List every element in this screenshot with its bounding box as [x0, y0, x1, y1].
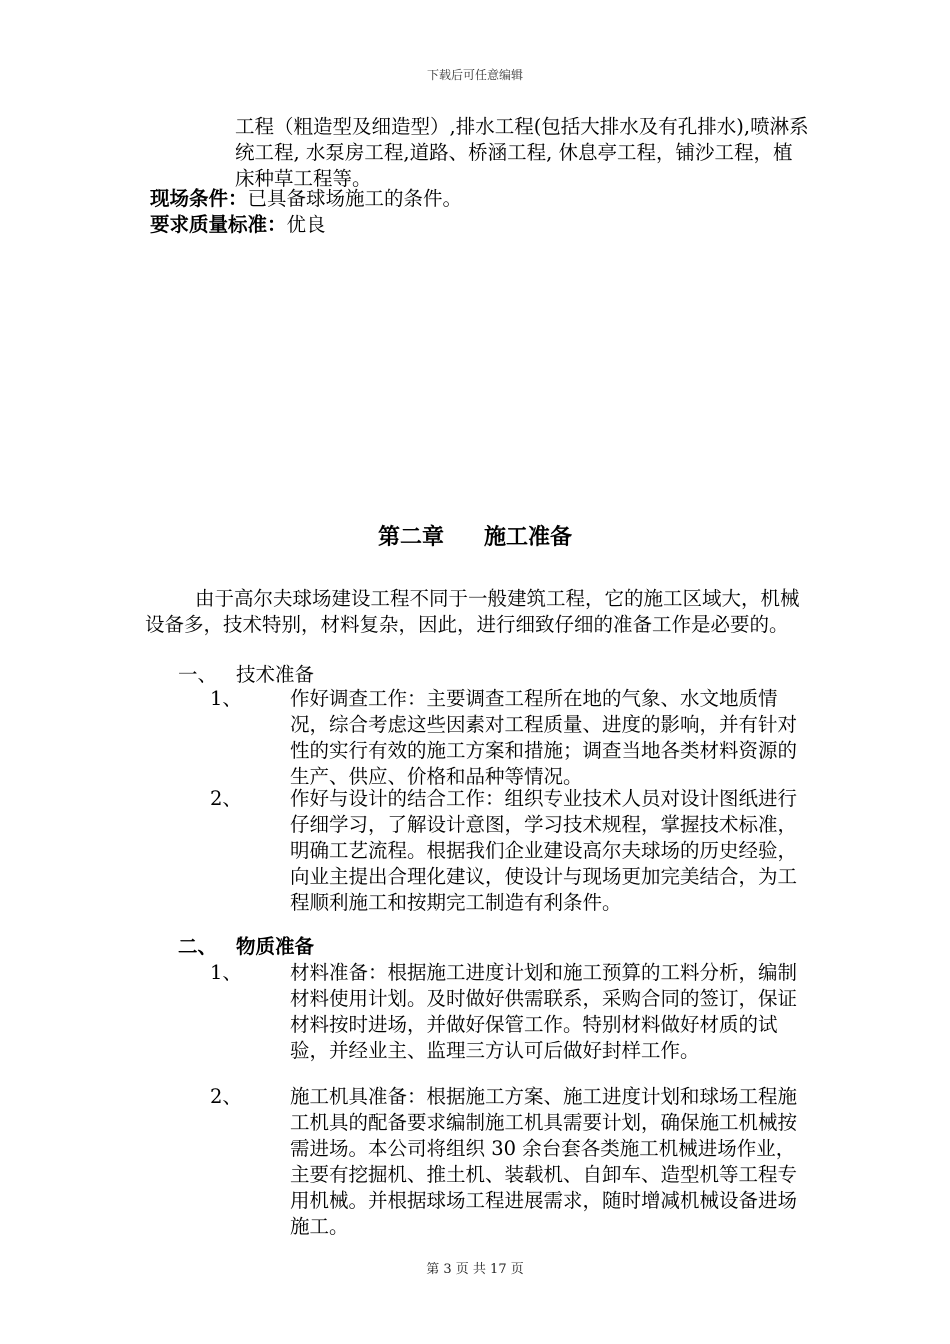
- project-scope-text: 工程（粗造型及细造型）,排水工程(包括大排水及有孔排水),喷淋系统工程, 水泵房工程,道路、桥涵工程, 休息亭工程，铺沙工程，植床种草工程等。: [235, 115, 809, 190]
- page-header: 下载后可任意编辑: [426, 68, 523, 82]
- section-title: 技术准备: [236, 663, 315, 686]
- list-item-text: 施工机具准备：根据施工方案、施工进度计划和球场工程施工机具的配备要求编制施工机具需要计划，确保施工机械按需进场。本公司将组织 30 余台套各类施工机械进场作业，主要有挖掘机、推土机、装载机、自卸车、造型机等工程专用机械。并根据球场工程进展需求，随时增减机械设备进场施工。: [290, 1085, 798, 1238]
- chapter-intro-text: 由于高尔夫球场建设工程不同于一般建筑工程，它的施工区域大，机械设备多，技术特别，材料复杂，因此，进行细致仔细的准备工作是必要的。: [145, 587, 800, 636]
- list-item-number: 1、: [210, 961, 242, 984]
- section-number: 一、: [178, 663, 218, 686]
- list-item-text: 材料准备：根据施工进度计划和施工预算的工料分析，编制材料使用计划。及时做好供需联系，采购合同的签订，保证材料按时进场，并做好保管工作。特别材料做好材质的试验，并经业主、监理三方认可后做好封样工作。: [290, 961, 798, 1062]
- site-conditions-label: 现场条件：: [150, 187, 248, 210]
- site-conditions-line: [150, 186, 810, 212]
- section-heading-material: [178, 934, 314, 960]
- chapter-title: [0, 520, 950, 551]
- quality-standard-line: [150, 212, 810, 238]
- quality-standard-label: 要求质量标准：: [150, 213, 287, 236]
- chapter-number: 第二章: [377, 524, 444, 550]
- list-item-number: 1、: [210, 687, 242, 710]
- list-item-text: 作好与设计的结合工作：组织专业技术人员对设计图纸进行仔细学习，了解设计意图，学习技术规程，掌握技术标准，明确工艺流程。根据我们企业建设高尔夫球场的历史经验，向业主提出合理化建议，使设计与现场更加完美结合，为工程顺利施工和按期完工制造有利条件。: [290, 787, 798, 914]
- site-conditions-value: 已具备球场施工的条件。: [247, 187, 463, 210]
- list-item-text: 作好调查工作：主要调查工程所在地的气象、水文地质情况，综合考虑这些因素对工程质量、进度的影响，并有针对性的实行有效的施工方案和措施；调查当地各类材料资源的生产、供应、价格和品种等情况。: [290, 687, 798, 788]
- chapter-name: 施工准备: [484, 524, 573, 550]
- page-footer: 第 3 页 共 17 页: [426, 1262, 524, 1277]
- list-item-number: 2、: [210, 787, 242, 810]
- section-heading-technical: [178, 662, 314, 688]
- section-number: 二、: [178, 935, 218, 958]
- section-title: 物质准备: [236, 935, 315, 958]
- list-item-number: 2、: [210, 1085, 242, 1108]
- quality-standard-value: 优良: [286, 213, 326, 236]
